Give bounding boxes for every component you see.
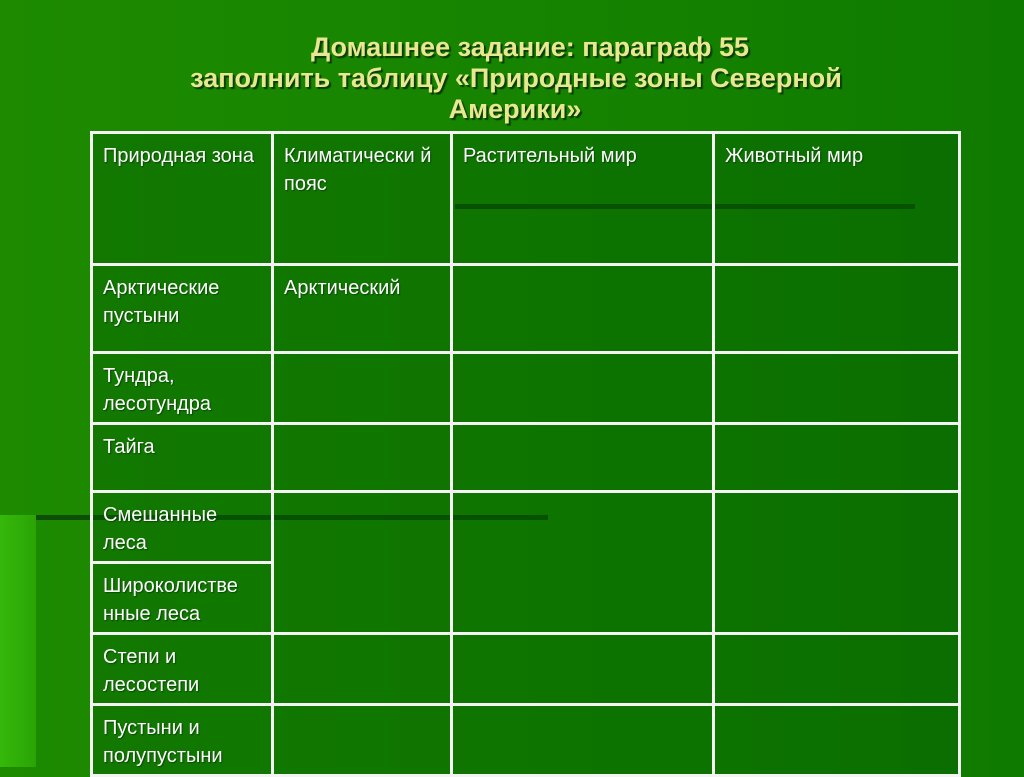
cell-belt [273,634,452,705]
cell-fauna [714,265,960,353]
table-row [92,634,960,705]
header-fauna: Животный мир [714,133,960,265]
cell-belt [273,353,452,424]
cell-flora [452,353,714,424]
title-line-1: Домашнее задание: параграф 55 [310,32,750,62]
table-row [92,424,960,492]
cell-flora [452,634,714,705]
cell-fauna-merged [714,492,960,634]
cell-fauna [714,353,960,424]
header-flora: Растительный мир [452,133,714,265]
table-row [92,353,960,424]
table-row [92,265,960,353]
table-header-row [92,133,960,265]
cell-zone: Тайга [92,424,273,492]
cell-fauna [714,634,960,705]
cell-flora [452,424,714,492]
cell-flora [452,265,714,353]
cell-zone: Степи и лесостепи [92,634,273,705]
title-line-3: Америки» [448,94,582,124]
table-row [92,492,960,563]
cell-zone: Пустыни и полупустыни [92,705,273,776]
cell-zone: Широколистве нные леса [92,563,273,634]
title-line-2: заполнить таблицу «Природные зоны Северной [190,63,842,93]
cell-belt [273,424,452,492]
header-natural-zone: Природная зона [92,133,273,265]
cell-fauna [714,705,960,776]
table-row [92,705,960,776]
cell-fauna [714,424,960,492]
cell-zone: Смешанные леса [92,492,273,563]
cell-flora [452,705,714,776]
cell-belt [273,705,452,776]
cell-belt: Арктический [273,265,452,353]
cell-flora-merged [452,492,714,634]
cell-belt-merged [273,492,452,634]
slide-title [0,32,1024,125]
cell-zone: Арктические пустыни [92,265,273,353]
natural-zones-table [90,131,961,777]
cell-zone: Тундра, лесотундра [92,353,273,424]
header-climate-belt: Климатически й пояс [273,133,452,265]
decorative-left-band [0,515,36,767]
